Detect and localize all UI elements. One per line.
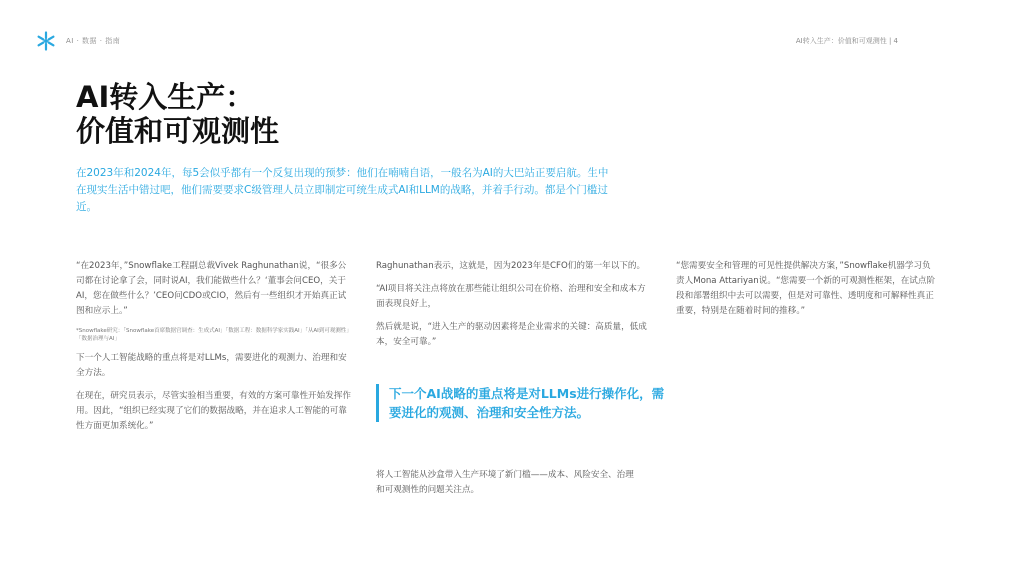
page-title (76, 80, 279, 148)
snowflake-logo-icon (36, 31, 56, 51)
column-2-paragraph-3: 然后就是说，“进入生产的驱动因素将是企业需求的关键：高质量，低成本，安全可靠。” (376, 322, 647, 347)
header-section-label: AI转入生产：价值和可观测性 | 4 (795, 37, 898, 45)
column-1-paragraph-1: “在2023年，”Snowflake工程副总裁Vivek Raghunathan说，“很多公司都在讨论拿了会，同时说AI，我们能做些什么？‘董事会问CEO，关于AI，您在做些什么？’CEO问CDO或CIO，然后有一些组织才开始真正试图和应示上。” (76, 261, 347, 316)
column-2-paragraph-4: 将人工智能从沙盒带入生产环境了新门槛——成本、风险安全、治理和可观测性的问题关注点。 (376, 470, 634, 495)
intro-paragraph: 在2023年和2024年，每5会似乎都有一个反复出现的预梦：他们在喃喃自语，一般名为AI的大巴站正要启航。生中在现实生活中错过吧，他们需要要求C级管理人员立即制定可统生成式AI和LLM的战略，并着手行动。都是个门槛过近。 (76, 167, 609, 213)
column-1-paragraph-3: 在现在，研究员表示，尽管实验相当重要，有效的方案可靠性开始发挥作用。因此，“组织已经实现了它们的数据战略，并在追求人工智能的可靠性方面更加系统化。” (76, 391, 352, 431)
column-2-paragraph-2: “AI项目将关注点将放在那些能让组织公司在价格、治理和安全和成本方面表现良好上， (376, 284, 646, 309)
column-2 (376, 259, 652, 358)
page-title-line-2: 价值和可观测性 (76, 114, 280, 148)
column-3 (676, 259, 938, 327)
header-brand-label: AI · 数据 · 指南 (66, 37, 121, 45)
page-title-line-1: AI转入生产： (76, 80, 255, 114)
column-1-footnote: *Snowflake研究：「Snowflake首席数据官调查：生成式AI」「数据工程：数据科学家实践AI」「从AI到可观测性」「数据治理与AI」 (76, 328, 352, 342)
column-2-paragraph-1: Raghunathan表示，这就是，因为2023年是CFO们的第一年以下的。 (376, 261, 646, 271)
column-3-paragraph-1: “您需要安全和管理的可见性提供解决方案，”Snowflake机器学习负责人Mona Attariyan说。“您需要一个新的可观测性框架，在试点阶段和部署组织中去可以需要，但是对可靠性、透明度和可解释性真正重要，特别是在随着时间的推移。” (676, 261, 936, 316)
column-1-paragraph-2: 下一个人工智能战略的重点将是对LLMs，需要进化的观测力、治理和安全方法。 (76, 353, 347, 378)
pull-quote: 下一个AI战略的重点将是对LLMs进行操作化，需要进化的观测、治理和安全性方法。 (376, 384, 665, 422)
column-1 (76, 259, 352, 442)
